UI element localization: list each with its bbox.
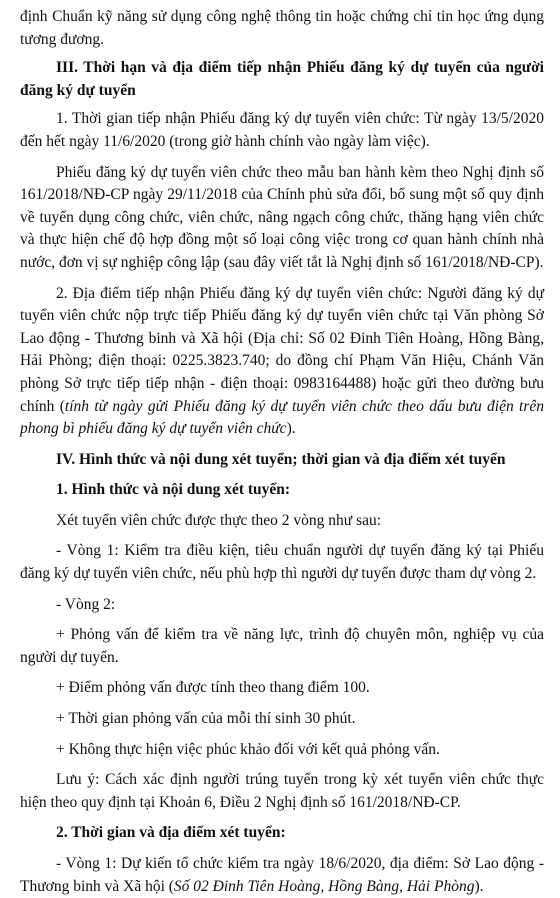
paragraph-end: ).	[286, 420, 296, 438]
section-3-paragraph-3	[20, 283, 544, 441]
section-4-round-1: - Vòng 1: Kiểm tra điều kiện, tiêu chuẩn người dự tuyển đăng ký tại Phiếu đăng ký dự tuyển viên chức, nếu phù hợp thì người dự tuyển được tham dự vòng 2.	[20, 542, 544, 583]
address-italic: Số 02 Đinh Tiên Hoàng, Hồng Bàng, Hải Phòng	[173, 877, 475, 895]
paragraph-italic-note: tính từ ngày gửi Phiếu đăng ký dự tuyển viên chức theo dấu bưu điện trên phong bì phiếu đăng ký dự tuyển viên chức	[20, 397, 544, 438]
section-4-note: Lưu ý: Cách xác định người trúng tuyển trong kỳ xét tuyển viên chức thực hiện theo quy định tại Khoản 6, Điều 2 Nghị định số 161/2018/NĐ-CP.	[20, 771, 544, 811]
section-4-interview-item: + Phỏng vấn để kiểm tra về năng lực, trình độ chuyên môn, nghiệp vụ của người dự tuyển.	[20, 626, 544, 666]
paragraph-continuation: định Chuẩn kỹ năng sử dụng công nghệ thông tin hoặc chứng chỉ tin học ứng dụng tương đương.	[20, 8, 544, 48]
section-4-round-2: - Vòng 2:	[56, 595, 116, 613]
section-4-score-item: + Điểm phỏng vấn được tính theo thang điểm 100.	[56, 679, 370, 697]
section-3-paragraph-1: 1. Thời gian tiếp nhận Phiếu đăng ký dự tuyển viên chức: Từ ngày 13/5/2020 đến hết ngày 11/6/2020 (trong giờ hành chính vào ngày làm việc).	[20, 110, 544, 150]
section-3-paragraph-2: Phiếu đăng ký dự tuyển viên chức theo mẫu ban hành kèm theo Nghị định số 161/2018/NĐ-CP ngày 29/11/2018 của Chính phủ sửa đổi, bổ sung một số quy định về tuyển dụng công chức, viên chức, nâng ngạch công chức, thăng hạng viên chức và thực hiện chế độ hợp đồng một số loại công việc trong cơ quan hành chính nhà nước, đơn vị sự nghiệp công lập (sau đây viết tắt là Nghị định số 161/2018/NĐ-CP).	[20, 163, 544, 271]
section-4-heading: IV. Hình thức và nội dung xét tuyển; thời gian và địa điểm xét tuyển	[56, 450, 506, 468]
section-4-paragraph-1: Xét tuyển viên chức được thực theo 2 vòng như sau:	[56, 511, 382, 529]
section-4-round-1-schedule	[20, 853, 544, 898]
paragraph-text: 2. Địa điểm tiếp nhận Phiếu đăng ký dự tuyển viên chức: Người đăng ký dự tuyển viên chức nộp trực tiếp Phiếu đăng ký dự tuyển viên chức tại Văn phòng Sở Lao động - Thương binh và Xã hội (Địa chỉ: Số 02 Đinh Tiên Hoàng, Hồng Bàng, Hải Phòng; điện thoại: 0225.3823.740; do đồng chí Phạm Văn Hiệu, Chánh Văn phòng Sở trực tiếp tiếp nhận - điện thoại: 0983164488) hoặc gửi theo đường bưu chính (	[20, 284, 544, 415]
section-4-appeal-item: + Không thực hiện việc phúc khảo đối với kết quả phỏng vấn.	[56, 740, 440, 758]
paragraph-end: ).	[474, 877, 484, 895]
section-4-subheading-1: 1. Hình thức và nội dung xét tuyển:	[56, 481, 291, 499]
section-4-subheading-2: 2. Thời gian và địa điểm xét tuyển:	[56, 824, 286, 842]
section-4-time-item: + Thời gian phỏng vấn của mỗi thí sinh 30 phút.	[56, 710, 356, 728]
paragraph-text: - Vòng 1: Dự kiến tổ chức kiểm tra ngày 18/6/2020, địa điểm: Sở Lao động - Thương binh và Xã hội (	[20, 855, 544, 895]
section-3-heading: III. Thời hạn và địa điểm tiếp nhận Phiếu đăng ký dự tuyển của người đăng ký dự tuyển	[20, 59, 544, 99]
